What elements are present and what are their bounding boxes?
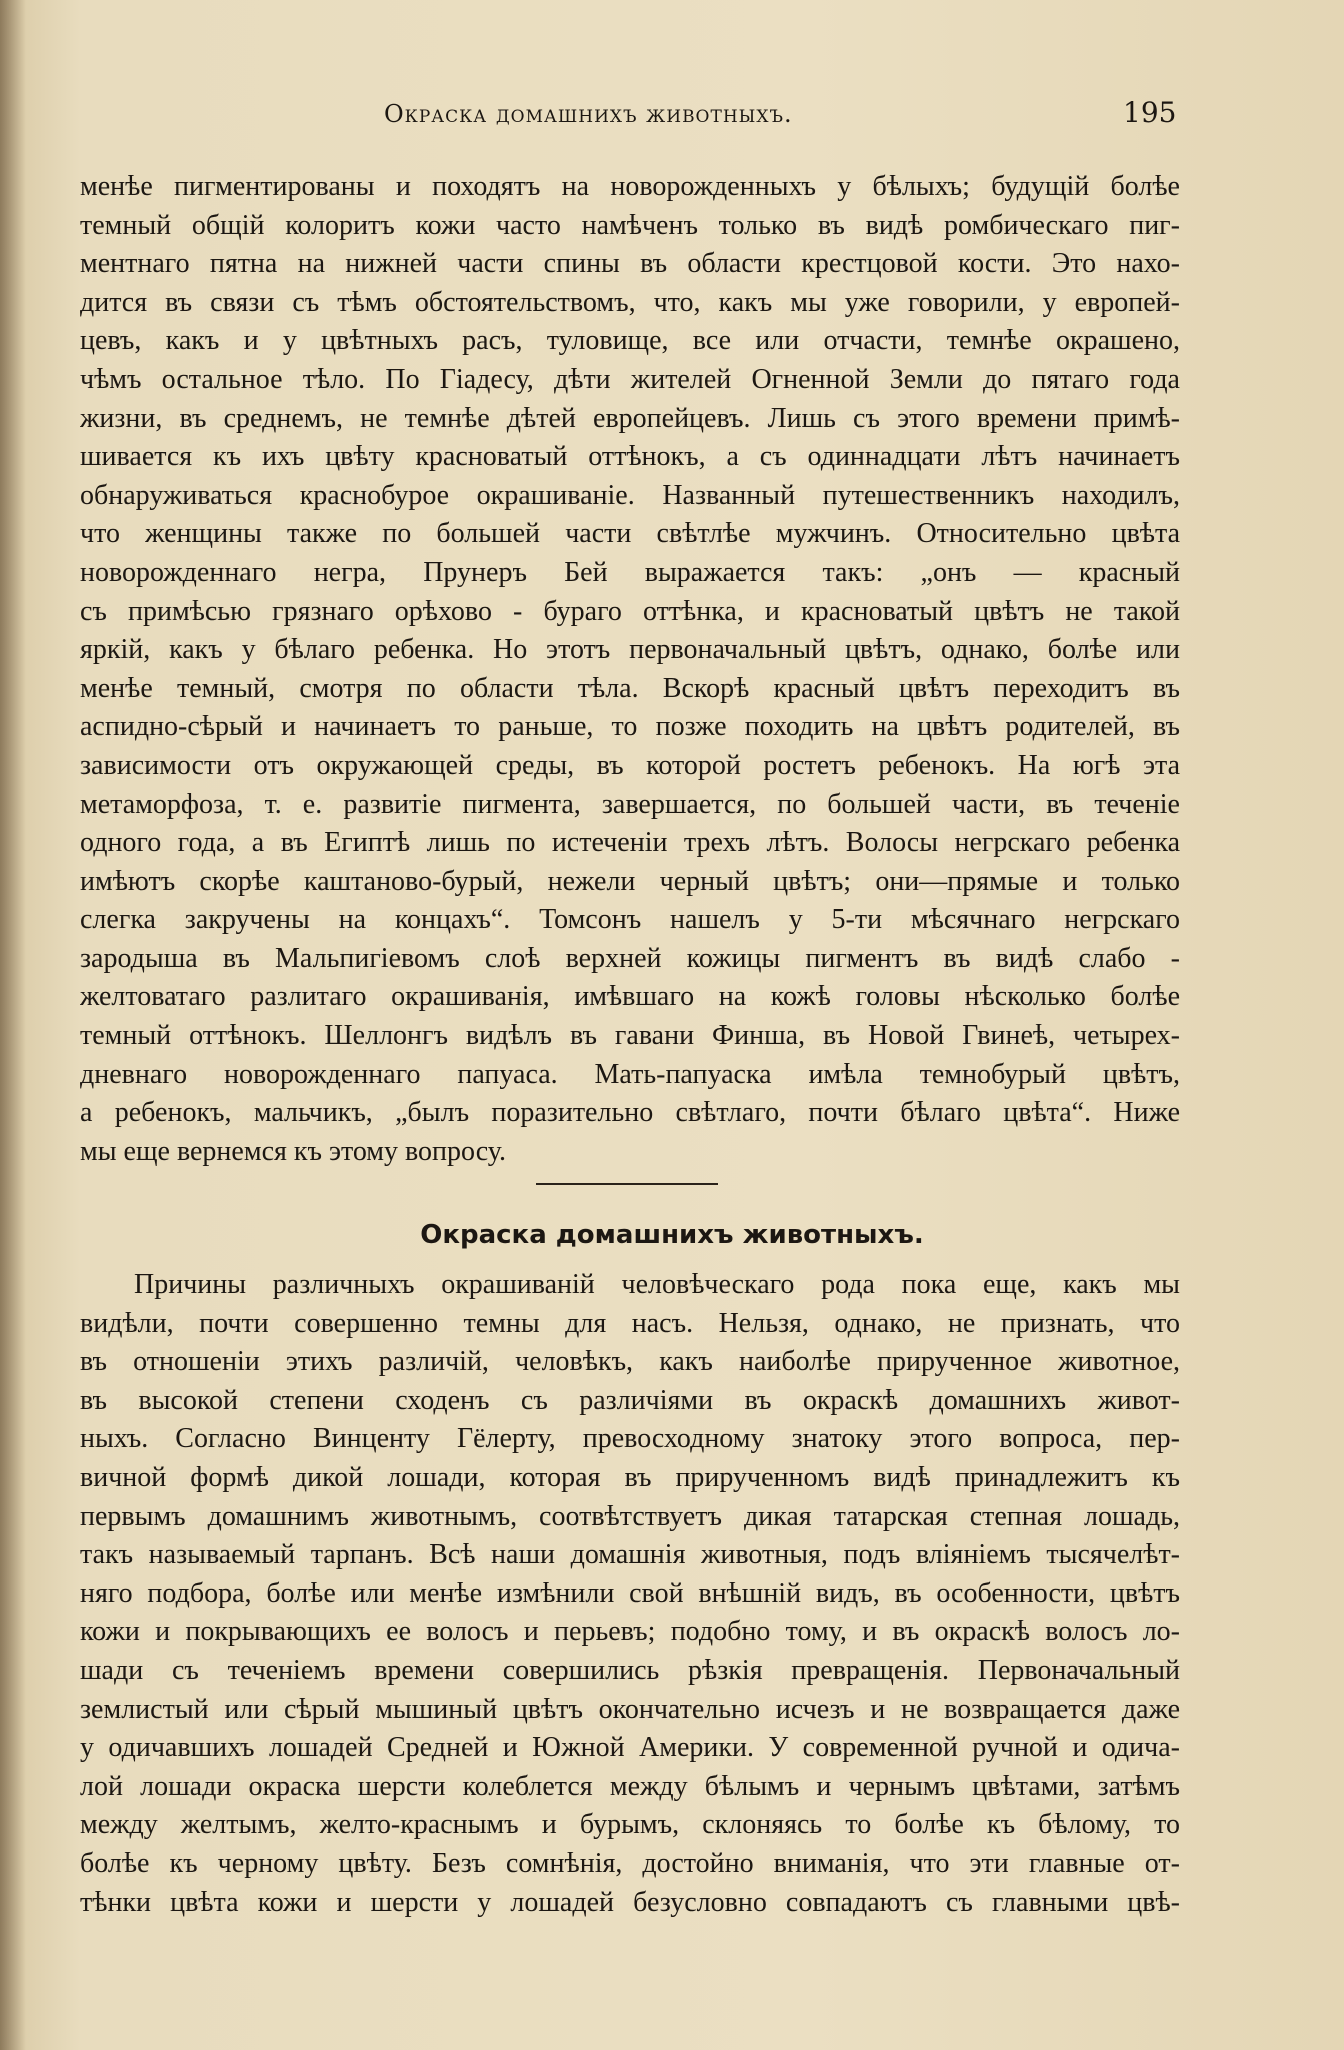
text-line: лой лошади окраска шерсти колеблется между бѣлымъ и чернымъ цвѣтами, затѣмъ bbox=[80, 1770, 1180, 1802]
section-heading: Окраска домашнихъ животныхъ. bbox=[420, 1220, 924, 1250]
running-title: Окраска домашнихъ животныхъ. bbox=[384, 100, 793, 128]
text-line: слегка закручены на концахъ“. Томсонъ нашелъ у 5-ти мѣсячнаго негрскаго bbox=[80, 904, 1180, 936]
page-header bbox=[80, 96, 1180, 136]
text-line: съ примѣсью грязнаго орѣхово - бураго оттѣнка, и красноватый цвѣтъ не такой bbox=[80, 595, 1180, 627]
text-line: дится въ связи съ тѣмъ обстоятельствомъ, что, какъ мы уже говорили, у европей- bbox=[80, 286, 1180, 318]
section-divider bbox=[536, 1183, 718, 1185]
text-line: цевъ, какъ и у цвѣтныхъ расъ, туловище, все или отчасти, темнѣе окрашено, bbox=[80, 325, 1180, 357]
text-line: между желтымъ, желто-краснымъ и бурымъ, склоняясь то болѣе къ бѣлому, то bbox=[80, 1809, 1180, 1841]
text-line: менѣе темный, смотря по области тѣла. Вскорѣ красный цвѣтъ переходитъ въ bbox=[80, 672, 1180, 704]
text-line: что женщины также по большей части свѣтлѣе мужчинъ. Относительно цвѣта bbox=[80, 518, 1180, 550]
text-line: зависимости отъ окружающей среды, въ которой ростетъ ребенокъ. На югѣ эта bbox=[80, 749, 1180, 781]
text-line: такъ называемый тарпанъ. Всѣ наши домашнія животныя, подъ вліяніемъ тысячелѣт- bbox=[80, 1539, 1180, 1571]
text-line: въ отношеніи этихъ различій, человѣкъ, какъ наиболѣе прирученное животное, bbox=[80, 1346, 1180, 1378]
text-line: метаморфоза, т. е. развитіе пигмента, завершается, по большей части, въ теченіе bbox=[80, 788, 1180, 820]
text-line: зародыша въ Мальпигіевомъ слоѣ верхней кожицы пигментъ въ видѣ слабо - bbox=[80, 942, 1180, 974]
text-line: дневнаго новорожденнаго папуаса. Мать-папуаска имѣла темнобурый цвѣтъ, bbox=[80, 1058, 1180, 1090]
spine-shadow bbox=[0, 0, 26, 2050]
text-line: шади съ теченіемъ времени совершились рѣзкія превращенія. Первоначальный bbox=[80, 1654, 1180, 1686]
text-line: аспидно-сѣрый и начинаетъ то раньше, то позже походить на цвѣтъ родителей, въ bbox=[80, 711, 1180, 743]
text-line: няго подбора, болѣе или менѣе измѣнили свой внѣшній видъ, въ особенности, цвѣтъ bbox=[80, 1577, 1180, 1609]
text-line: жизни, въ среднемъ, не темнѣе дѣтей европейцевъ. Лишь съ этого времени примѣ- bbox=[80, 402, 1180, 434]
text-line: въ высокой степени сходенъ съ различіями въ окраскѣ домашнихъ живот- bbox=[80, 1384, 1180, 1416]
text-line: яркій, какъ у бѣлаго ребенка. Но этотъ первоначальный цвѣтъ, однако, болѣе или bbox=[80, 634, 1180, 666]
text-line: новорожденнаго негра, Прунеръ Бей выражается такъ: „онъ — красный bbox=[80, 556, 1180, 588]
text-line: кожи и покрывающихъ ее волосъ и перьевъ; подобно тому, и въ окраскѣ волосъ ло- bbox=[80, 1616, 1180, 1648]
text-line: менѣе пигментированы и походятъ на новорожденныхъ у бѣлыхъ; будущій болѣе bbox=[80, 171, 1180, 202]
text-line: ныхъ. Согласно Винценту Гёлерту, превосходному знатоку этого вопроса, пер- bbox=[80, 1423, 1180, 1455]
text-line: одного года, а въ Египтѣ лишь по истеченіи трехъ лѣтъ. Волосы негрскаго ребенка bbox=[80, 827, 1180, 859]
text-line: вичной формѣ дикой лошади, которая въ прирученномъ видѣ принадлежитъ къ bbox=[80, 1461, 1180, 1493]
text-line: темный общій колоритъ кожи часто намѣченъ только въ видѣ ромбическаго пиг- bbox=[80, 209, 1180, 241]
text-line: землистый или сѣрый мышиный цвѣтъ окончательно исчезъ и не возвращается даже bbox=[80, 1693, 1180, 1725]
page-number: 195 bbox=[1123, 96, 1177, 129]
text-line: тѣнки цвѣта кожи и шерсти у лошадей безусловно совпадаютъ съ главными цвѣ- bbox=[80, 1886, 1180, 1918]
text-line: болѣе къ черному цвѣту. Безъ сомнѣнія, достойно вниманія, что эти главные от- bbox=[80, 1847, 1180, 1879]
text-line: имѣютъ скорѣе каштаново-бурый, нежели черный цвѣтъ; они—прямые и только bbox=[80, 865, 1180, 897]
text-line: первымъ домашнимъ животнымъ, соотвѣтствуетъ дикая татарская степная лошадь, bbox=[80, 1500, 1180, 1532]
text-line: темный оттѣнокъ. Шеллонгъ видѣлъ въ гавани Финша, въ Новой Гвинеѣ, четырех- bbox=[80, 1020, 1180, 1052]
text-line: у одичавшихъ лошадей Средней и Южной Америки. У современной ручной и одича- bbox=[80, 1732, 1180, 1764]
text-line: Причины различныхъ окрашиваній человѣческаго рода пока еще, какъ мы bbox=[134, 1269, 1180, 1300]
section-paragraph bbox=[80, 1266, 1180, 1922]
text-line: мы еще вернемся къ этому вопросу. bbox=[80, 1135, 506, 1167]
text-line: ментнаго пятна на нижней части спины въ области крестцовой кости. Это нахо- bbox=[80, 248, 1180, 280]
text-line: видѣли, почти совершенно темны для насъ. Нельзя, однако, не признать, что bbox=[80, 1307, 1180, 1339]
text-line: а ребенокъ, мальчикъ, „былъ поразительно свѣтлаго, почти бѣлаго цвѣта“. Ниже bbox=[80, 1097, 1180, 1129]
text-line: чѣмъ остальное тѣло. По Гіадесу, дѣти жителей Огненной Земли до пятаго года bbox=[80, 363, 1180, 395]
paragraph-continued bbox=[80, 168, 1180, 1171]
text-line: обнаруживаться краснобурое окрашиваніе. Названный путешественникъ находилъ, bbox=[80, 479, 1180, 511]
text-line: шивается къ ихъ цвѣту красноватый оттѣнокъ, а съ одиннадцати лѣтъ начинаетъ bbox=[80, 441, 1180, 473]
text-line: желтоватаго разлитаго окрашиванія, имѣвшаго на кожѣ головы нѣсколько болѣе bbox=[80, 981, 1180, 1013]
